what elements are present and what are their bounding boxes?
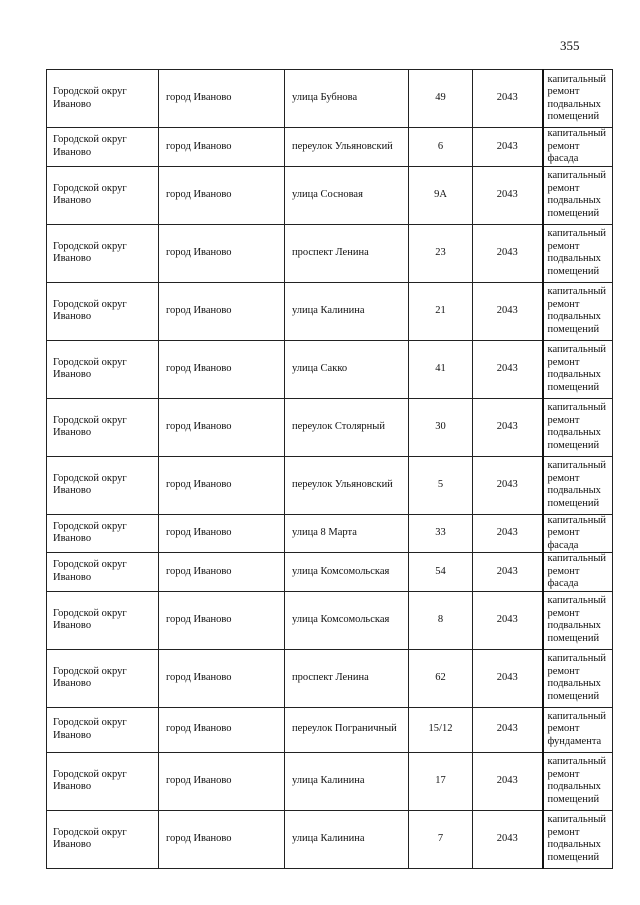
- municipality-cell: Городской округ Иваново: [47, 649, 159, 707]
- city-cell: город Иваново: [159, 70, 285, 128]
- street-cell: улица Сосновая: [285, 166, 409, 224]
- year-cell: 2043: [473, 752, 543, 810]
- house-number-cell: 23: [409, 224, 473, 282]
- year-cell: 2043: [473, 166, 543, 224]
- city-cell: город Иваново: [159, 514, 285, 553]
- work-type-cell: капитальный ремонт подвальных помещений: [543, 398, 613, 456]
- work-type-cell: капитальный ремонт подвальных помещений: [543, 224, 613, 282]
- table-row: [47, 340, 613, 398]
- street-cell: улица 8 Марта: [285, 514, 409, 553]
- house-number-cell: 30: [409, 398, 473, 456]
- street-cell: улица Калинина: [285, 282, 409, 340]
- year-cell: 2043: [473, 340, 543, 398]
- year-cell: 2043: [473, 224, 543, 282]
- municipality-cell: Городской округ Иваново: [47, 810, 159, 868]
- year-cell: 2043: [473, 70, 543, 128]
- street-cell: переулок Ульяновский: [285, 128, 409, 167]
- house-number-cell: 62: [409, 649, 473, 707]
- table-row: [47, 224, 613, 282]
- work-type-cell: капитальный ремонт фасада: [543, 553, 613, 592]
- city-cell: город Иваново: [159, 752, 285, 810]
- work-type-cell: капитальный ремонт подвальных помещений: [543, 166, 613, 224]
- street-cell: улица Калинина: [285, 810, 409, 868]
- year-cell: 2043: [473, 456, 543, 514]
- table-body: [47, 70, 613, 869]
- table-row: [47, 398, 613, 456]
- house-number-cell: 15/12: [409, 707, 473, 752]
- year-cell: 2043: [473, 649, 543, 707]
- house-number-cell: 8: [409, 591, 473, 649]
- repair-schedule-table: [46, 69, 613, 869]
- table-row: [47, 514, 613, 553]
- municipality-cell: Городской округ Иваново: [47, 128, 159, 167]
- street-cell: переулок Столярный: [285, 398, 409, 456]
- city-cell: город Иваново: [159, 456, 285, 514]
- city-cell: город Иваново: [159, 649, 285, 707]
- year-cell: 2043: [473, 514, 543, 553]
- house-number-cell: 7: [409, 810, 473, 868]
- year-cell: 2043: [473, 553, 543, 592]
- work-type-cell: капитальный ремонт подвальных помещений: [543, 282, 613, 340]
- year-cell: 2043: [473, 282, 543, 340]
- city-cell: город Иваново: [159, 591, 285, 649]
- municipality-cell: Городской округ Иваново: [47, 224, 159, 282]
- municipality-cell: Городской округ Иваново: [47, 282, 159, 340]
- street-cell: улица Комсомольская: [285, 553, 409, 592]
- city-cell: город Иваново: [159, 128, 285, 167]
- municipality-cell: Городской округ Иваново: [47, 70, 159, 128]
- municipality-cell: Городской округ Иваново: [47, 553, 159, 592]
- work-type-cell: капитальный ремонт фасада: [543, 514, 613, 553]
- city-cell: город Иваново: [159, 707, 285, 752]
- municipality-cell: Городской округ Иваново: [47, 514, 159, 553]
- work-type-cell: капитальный ремонт подвальных помещений: [543, 649, 613, 707]
- table-row: [47, 70, 613, 128]
- work-type-cell: капитальный ремонт фундамента: [543, 707, 613, 752]
- year-cell: 2043: [473, 707, 543, 752]
- house-number-cell: 33: [409, 514, 473, 553]
- city-cell: город Иваново: [159, 553, 285, 592]
- municipality-cell: Городской округ Иваново: [47, 398, 159, 456]
- street-cell: улица Комсомольская: [285, 591, 409, 649]
- year-cell: 2043: [473, 128, 543, 167]
- work-type-cell: капитальный ремонт подвальных помещений: [543, 591, 613, 649]
- municipality-cell: Городской округ Иваново: [47, 166, 159, 224]
- municipality-cell: Городской округ Иваново: [47, 707, 159, 752]
- table-row: [47, 282, 613, 340]
- table-row: [47, 553, 613, 592]
- table-row: [47, 456, 613, 514]
- city-cell: город Иваново: [159, 340, 285, 398]
- house-number-cell: 17: [409, 752, 473, 810]
- year-cell: 2043: [473, 591, 543, 649]
- street-cell: улица Бубнова: [285, 70, 409, 128]
- municipality-cell: Городской округ Иваново: [47, 752, 159, 810]
- city-cell: город Иваново: [159, 224, 285, 282]
- house-number-cell: 9А: [409, 166, 473, 224]
- work-type-cell: капитальный ремонт подвальных помещений: [543, 752, 613, 810]
- page-number: 355: [560, 38, 580, 53]
- street-cell: проспект Ленина: [285, 649, 409, 707]
- work-type-cell: капитальный ремонт фасада: [543, 128, 613, 167]
- city-cell: город Иваново: [159, 282, 285, 340]
- house-number-cell: 54: [409, 553, 473, 592]
- street-cell: улица Сакко: [285, 340, 409, 398]
- work-type-cell: капитальный ремонт подвальных помещений: [543, 340, 613, 398]
- table-row: [47, 810, 613, 868]
- municipality-cell: Городской округ Иваново: [47, 340, 159, 398]
- house-number-cell: 49: [409, 70, 473, 128]
- house-number-cell: 5: [409, 456, 473, 514]
- house-number-cell: 41: [409, 340, 473, 398]
- street-cell: улица Калинина: [285, 752, 409, 810]
- year-cell: 2043: [473, 810, 543, 868]
- table-row: [47, 752, 613, 810]
- table-row: [47, 128, 613, 167]
- city-cell: город Иваново: [159, 398, 285, 456]
- house-number-cell: 6: [409, 128, 473, 167]
- work-type-cell: капитальный ремонт подвальных помещений: [543, 456, 613, 514]
- work-type-cell: капитальный ремонт подвальных помещений: [543, 70, 613, 128]
- city-cell: город Иваново: [159, 166, 285, 224]
- street-cell: переулок Ульяновский: [285, 456, 409, 514]
- house-number-cell: 21: [409, 282, 473, 340]
- table-row: [47, 649, 613, 707]
- table-row: [47, 707, 613, 752]
- year-cell: 2043: [473, 398, 543, 456]
- table-row: [47, 166, 613, 224]
- municipality-cell: Городской округ Иваново: [47, 591, 159, 649]
- municipality-cell: Городской округ Иваново: [47, 456, 159, 514]
- street-cell: переулок Пограничный: [285, 707, 409, 752]
- city-cell: город Иваново: [159, 810, 285, 868]
- table-row: [47, 591, 613, 649]
- work-type-cell: капитальный ремонт подвальных помещений: [543, 810, 613, 868]
- street-cell: проспект Ленина: [285, 224, 409, 282]
